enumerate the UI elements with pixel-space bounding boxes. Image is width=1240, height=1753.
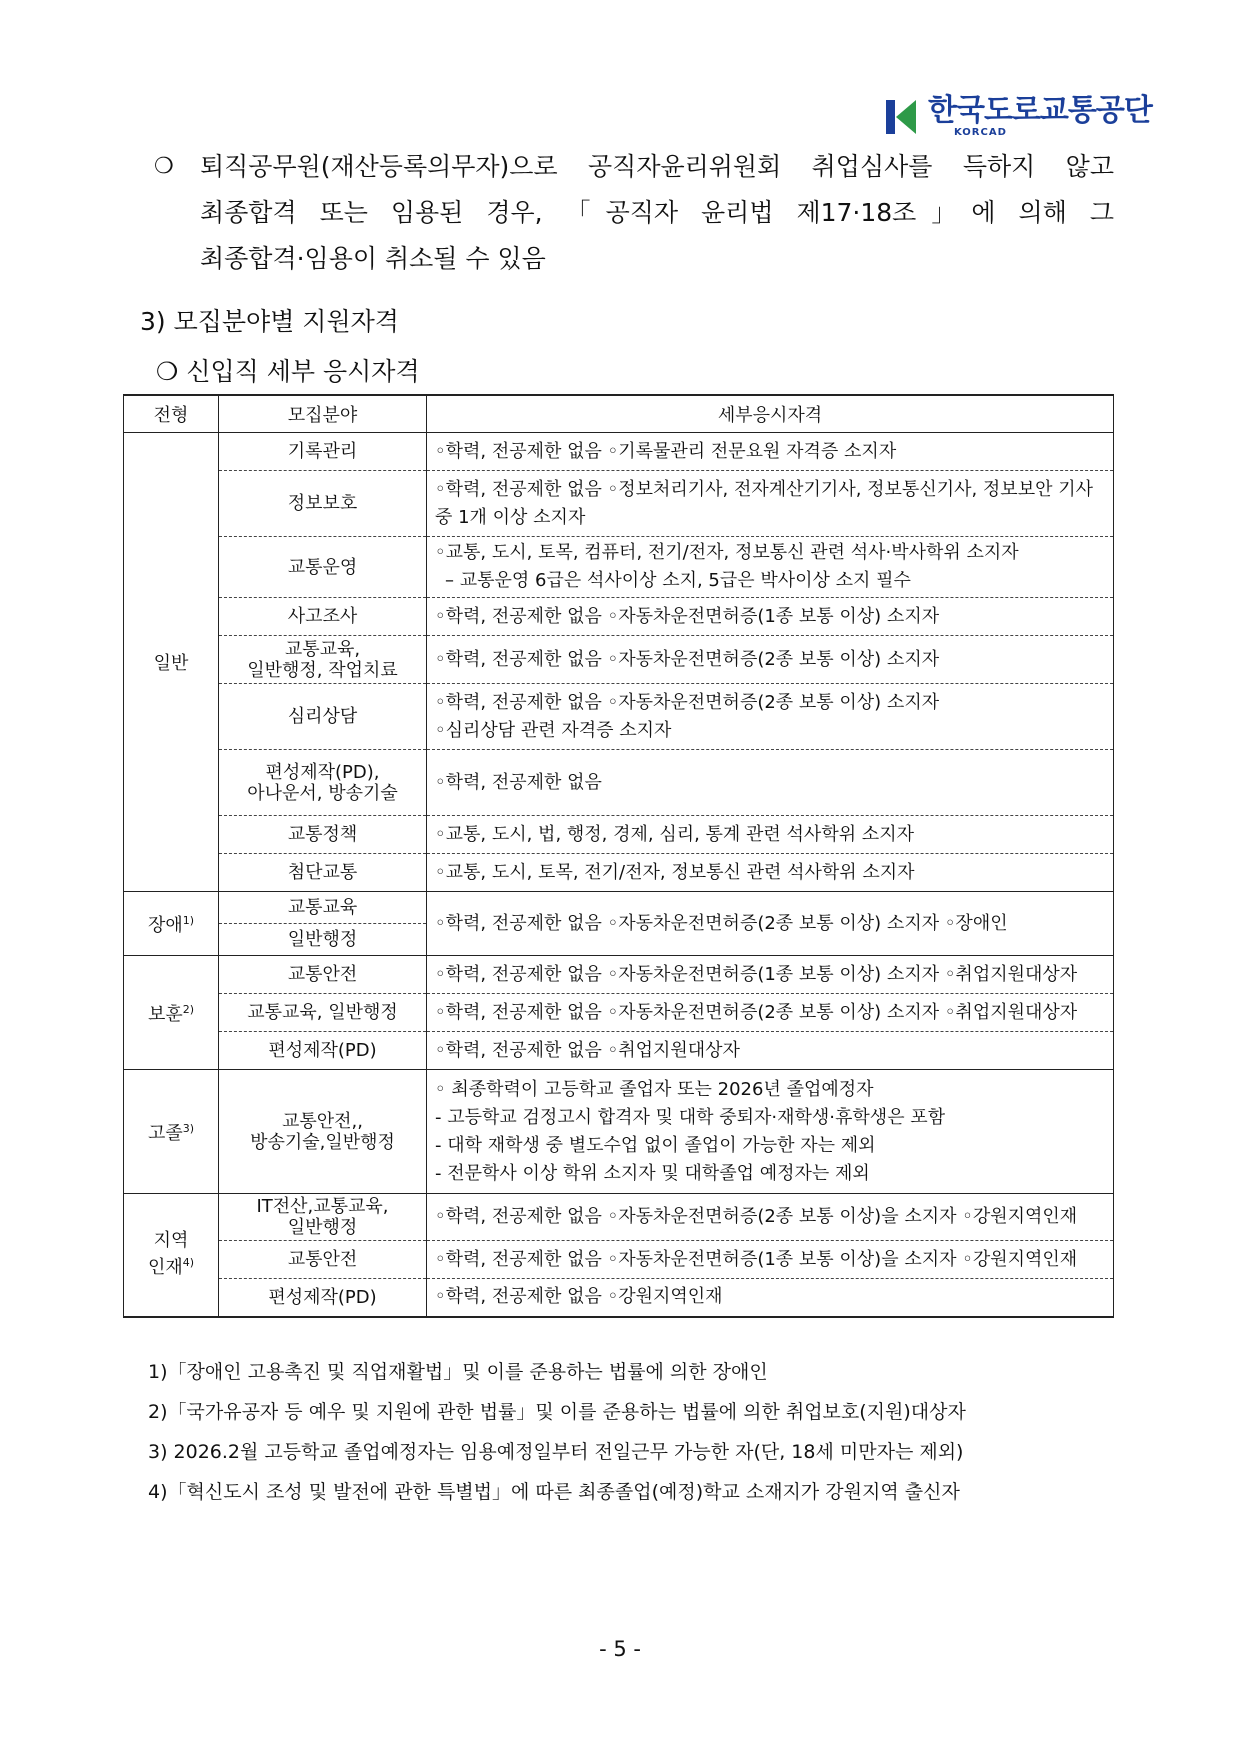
footnote: 4)「혁신도시 조성 및 발전에 관한 특별법」에 따른 최종졸업(예정)학교 소재지가 강원지역 출신자 <box>148 1481 960 1503</box>
group-general: 일반 <box>124 433 219 892</box>
table-row <box>124 892 1114 924</box>
logo-sub: KORCAD <box>954 127 1007 138</box>
qualifications-table <box>123 394 1114 1318</box>
table-row <box>124 1279 1114 1317</box>
field-cell: 교통안전 <box>219 1241 427 1279</box>
table-row <box>124 636 1114 684</box>
table-row <box>124 537 1114 598</box>
field-cell: 편성제작(PD) <box>219 1032 427 1070</box>
field-line: 편성제작(PD), <box>265 761 380 783</box>
requirement-line: ◦학력, 전공제한 없음 ◦강원지역인재 <box>435 1286 723 1308</box>
requirement-line: ◦학력, 전공제한 없음 ◦정보처리기사, 전자계산기기사, 정보통신기사, 정보보안 기사 중 1개 이상 소지자 <box>435 478 1093 528</box>
field-line: 일반행정 <box>287 1217 358 1238</box>
field-cell: 기록관리 <box>219 433 427 471</box>
requirement-line: ◦심리상담 관련 자격증 소지자 <box>435 719 672 741</box>
requirement-line: ◦학력, 전공제한 없음 ◦자동차운전면허증(1종 보통 이상)을 소지자 ◦강원지역인재 <box>435 1248 1078 1270</box>
requirement-line: ◦학력, 전공제한 없음 ◦자동차운전면허증(2종 보통 이상) 소지자 ◦취업지원대상자 <box>435 1001 1078 1023</box>
table-row <box>124 598 1114 636</box>
field-cell: 교통정책 <box>219 816 427 854</box>
table-row <box>124 1032 1114 1070</box>
field-cell: 첨단교통 <box>219 854 427 892</box>
field-line: 아나운서, 방송기술 <box>247 782 398 804</box>
requirement-line: ◦교통, 도시, 법, 행정, 경제, 심리, 통계 관련 석사학위 소지자 <box>435 823 914 845</box>
page-number: - 5 - <box>599 1637 641 1661</box>
table-row <box>124 994 1114 1032</box>
field-cell: 교통교육, 일반행정 <box>219 994 427 1032</box>
footnote: 1)「장애인 고용촉진 및 직업재활법」및 이를 준용하는 법률에 의한 장애인 <box>148 1361 768 1383</box>
requirement-line: ◦학력, 전공제한 없음 <box>435 771 602 793</box>
field-cell: 교통교육 <box>219 892 427 924</box>
group-veteran: 보훈$^{2)}$ <box>124 956 219 1070</box>
retired-official-notice <box>154 144 1114 282</box>
table-row <box>124 471 1114 537</box>
field-cell: 일반행정 <box>219 924 427 956</box>
footnote: 2)「국가유공자 등 예우 및 지원에 관한 법률」및 이를 준용하는 법률에 의한 취업보호(지원)대상자 <box>148 1401 966 1423</box>
group-highschool: 고졸$^{3)}$ <box>124 1070 219 1194</box>
requirement-line: - 전문학사 이상 학위 소지자 및 대학졸업 예정자는 제외 <box>435 1162 870 1184</box>
requirement-line: ◦교통, 도시, 토목, 전기/전자, 정보통신 관련 석사학위 소지자 <box>435 861 915 883</box>
field-cell: 정보보호 <box>219 471 427 537</box>
field-cell: 교통안전 <box>219 956 427 994</box>
korcad-logo <box>886 93 1152 138</box>
header-requirements: 세부응시자격 <box>427 395 1114 433</box>
field-line: 교통교육, <box>284 638 361 660</box>
requirement-line: ◦학력, 전공제한 없음 ◦자동차운전면허증(1종 보통 이상) 소지자 ◦취업지원대상자 <box>435 963 1078 985</box>
requirement-line: – 교통운영 6급은 석사이상 소지, 5급은 박사이상 소지 필수 <box>445 570 911 591</box>
group-regional: 지역 인재$^{4)}$ <box>124 1194 219 1317</box>
header-type: 전형 <box>124 395 219 433</box>
notice-bullet: ❍ <box>154 154 174 179</box>
table-row <box>124 1194 1114 1241</box>
notice-line: 최종합격·임용이 취소될 수 있음 <box>200 244 546 273</box>
footnotes <box>148 1352 966 1512</box>
requirement-line: ◦교통, 도시, 토목, 컴퓨터, 전기/전자, 정보통신 관련 석사·박사학위 소지자 <box>435 542 1019 563</box>
table-row <box>124 956 1114 994</box>
group-disabled: 장애$^{1)}$ <box>124 892 219 956</box>
field-line: 일반행정, 작업치료 <box>247 659 398 681</box>
requirement-line: ◦학력, 전공제한 없음 ◦자동차운전면허증(2종 보통 이상) 소지자 <box>435 648 940 670</box>
table-row <box>124 433 1114 471</box>
section-title: 3) 모집분야별 지원자격 <box>140 307 399 336</box>
field-cell: 심리상담 <box>219 684 427 750</box>
requirement-line: - 대학 재학생 중 별도수업 없이 졸업이 가능한 자는 제외 <box>435 1134 876 1156</box>
requirement-line: ◦학력, 전공제한 없음 ◦기록물관리 전문요원 자격증 소지자 <box>435 440 897 462</box>
field-cell: 편성제작(PD) <box>219 1279 427 1317</box>
sub-title: ❍ 신입직 세부 응시자격 <box>156 357 420 386</box>
field-cell: 교통운영 <box>219 537 427 598</box>
notice-line: 퇴직공무원(재산등록의무자)으로 공직자윤리위원회 취업심사를 득하지 않고 <box>200 152 1114 181</box>
requirement-line: ◦ 최종학력이 고등학교 졸업자 또는 2026년 졸업예정자 <box>435 1078 874 1100</box>
field-line: 방송기술,일반행정 <box>250 1131 395 1153</box>
requirement-line: ◦학력, 전공제한 없음 ◦자동차운전면허증(2종 보통 이상)을 소지자 ◦강원지역인재 <box>435 1206 1078 1227</box>
table-row <box>124 1241 1114 1279</box>
table-row <box>124 684 1114 750</box>
table-row <box>124 1070 1114 1194</box>
field-line: 교통안전,, <box>282 1110 363 1132</box>
requirement-line: ◦학력, 전공제한 없음 ◦취업지원대상자 <box>435 1039 740 1061</box>
requirement-line: ◦학력, 전공제한 없음 ◦자동차운전면허증(2종 보통 이상) 소지자 <box>435 691 940 713</box>
table-row <box>124 854 1114 892</box>
notice-line: 최종합격 또는 임용된 경우, 「공직자 윤리법 제17·18조」에 의해 그 <box>200 198 1114 227</box>
requirement-line: ◦학력, 전공제한 없음 ◦자동차운전면허증(1종 보통 이상) 소지자 <box>435 605 940 627</box>
table-row <box>124 750 1114 816</box>
logo-name: 한국도로교통공단 <box>928 93 1152 128</box>
table-row <box>124 816 1114 854</box>
requirement-line: ◦학력, 전공제한 없음 ◦자동차운전면허증(2종 보통 이상) 소지자 ◦장애인 <box>435 912 1008 934</box>
korcad-logo-mark-icon <box>886 98 922 136</box>
footnote: 3) 2026.2월 고등학교 졸업예정자는 임용예정일부터 전일근무 가능한 자(단, 18세 미만자는 제외) <box>148 1441 964 1463</box>
requirement-line: - 고등학교 검정고시 합격자 및 대학 중퇴자·재학생·휴학생은 포함 <box>435 1106 946 1128</box>
header-field: 모집분야 <box>219 395 427 433</box>
field-cell: 사고조사 <box>219 598 427 636</box>
field-line: IT전산,교통교육, <box>256 1196 389 1217</box>
